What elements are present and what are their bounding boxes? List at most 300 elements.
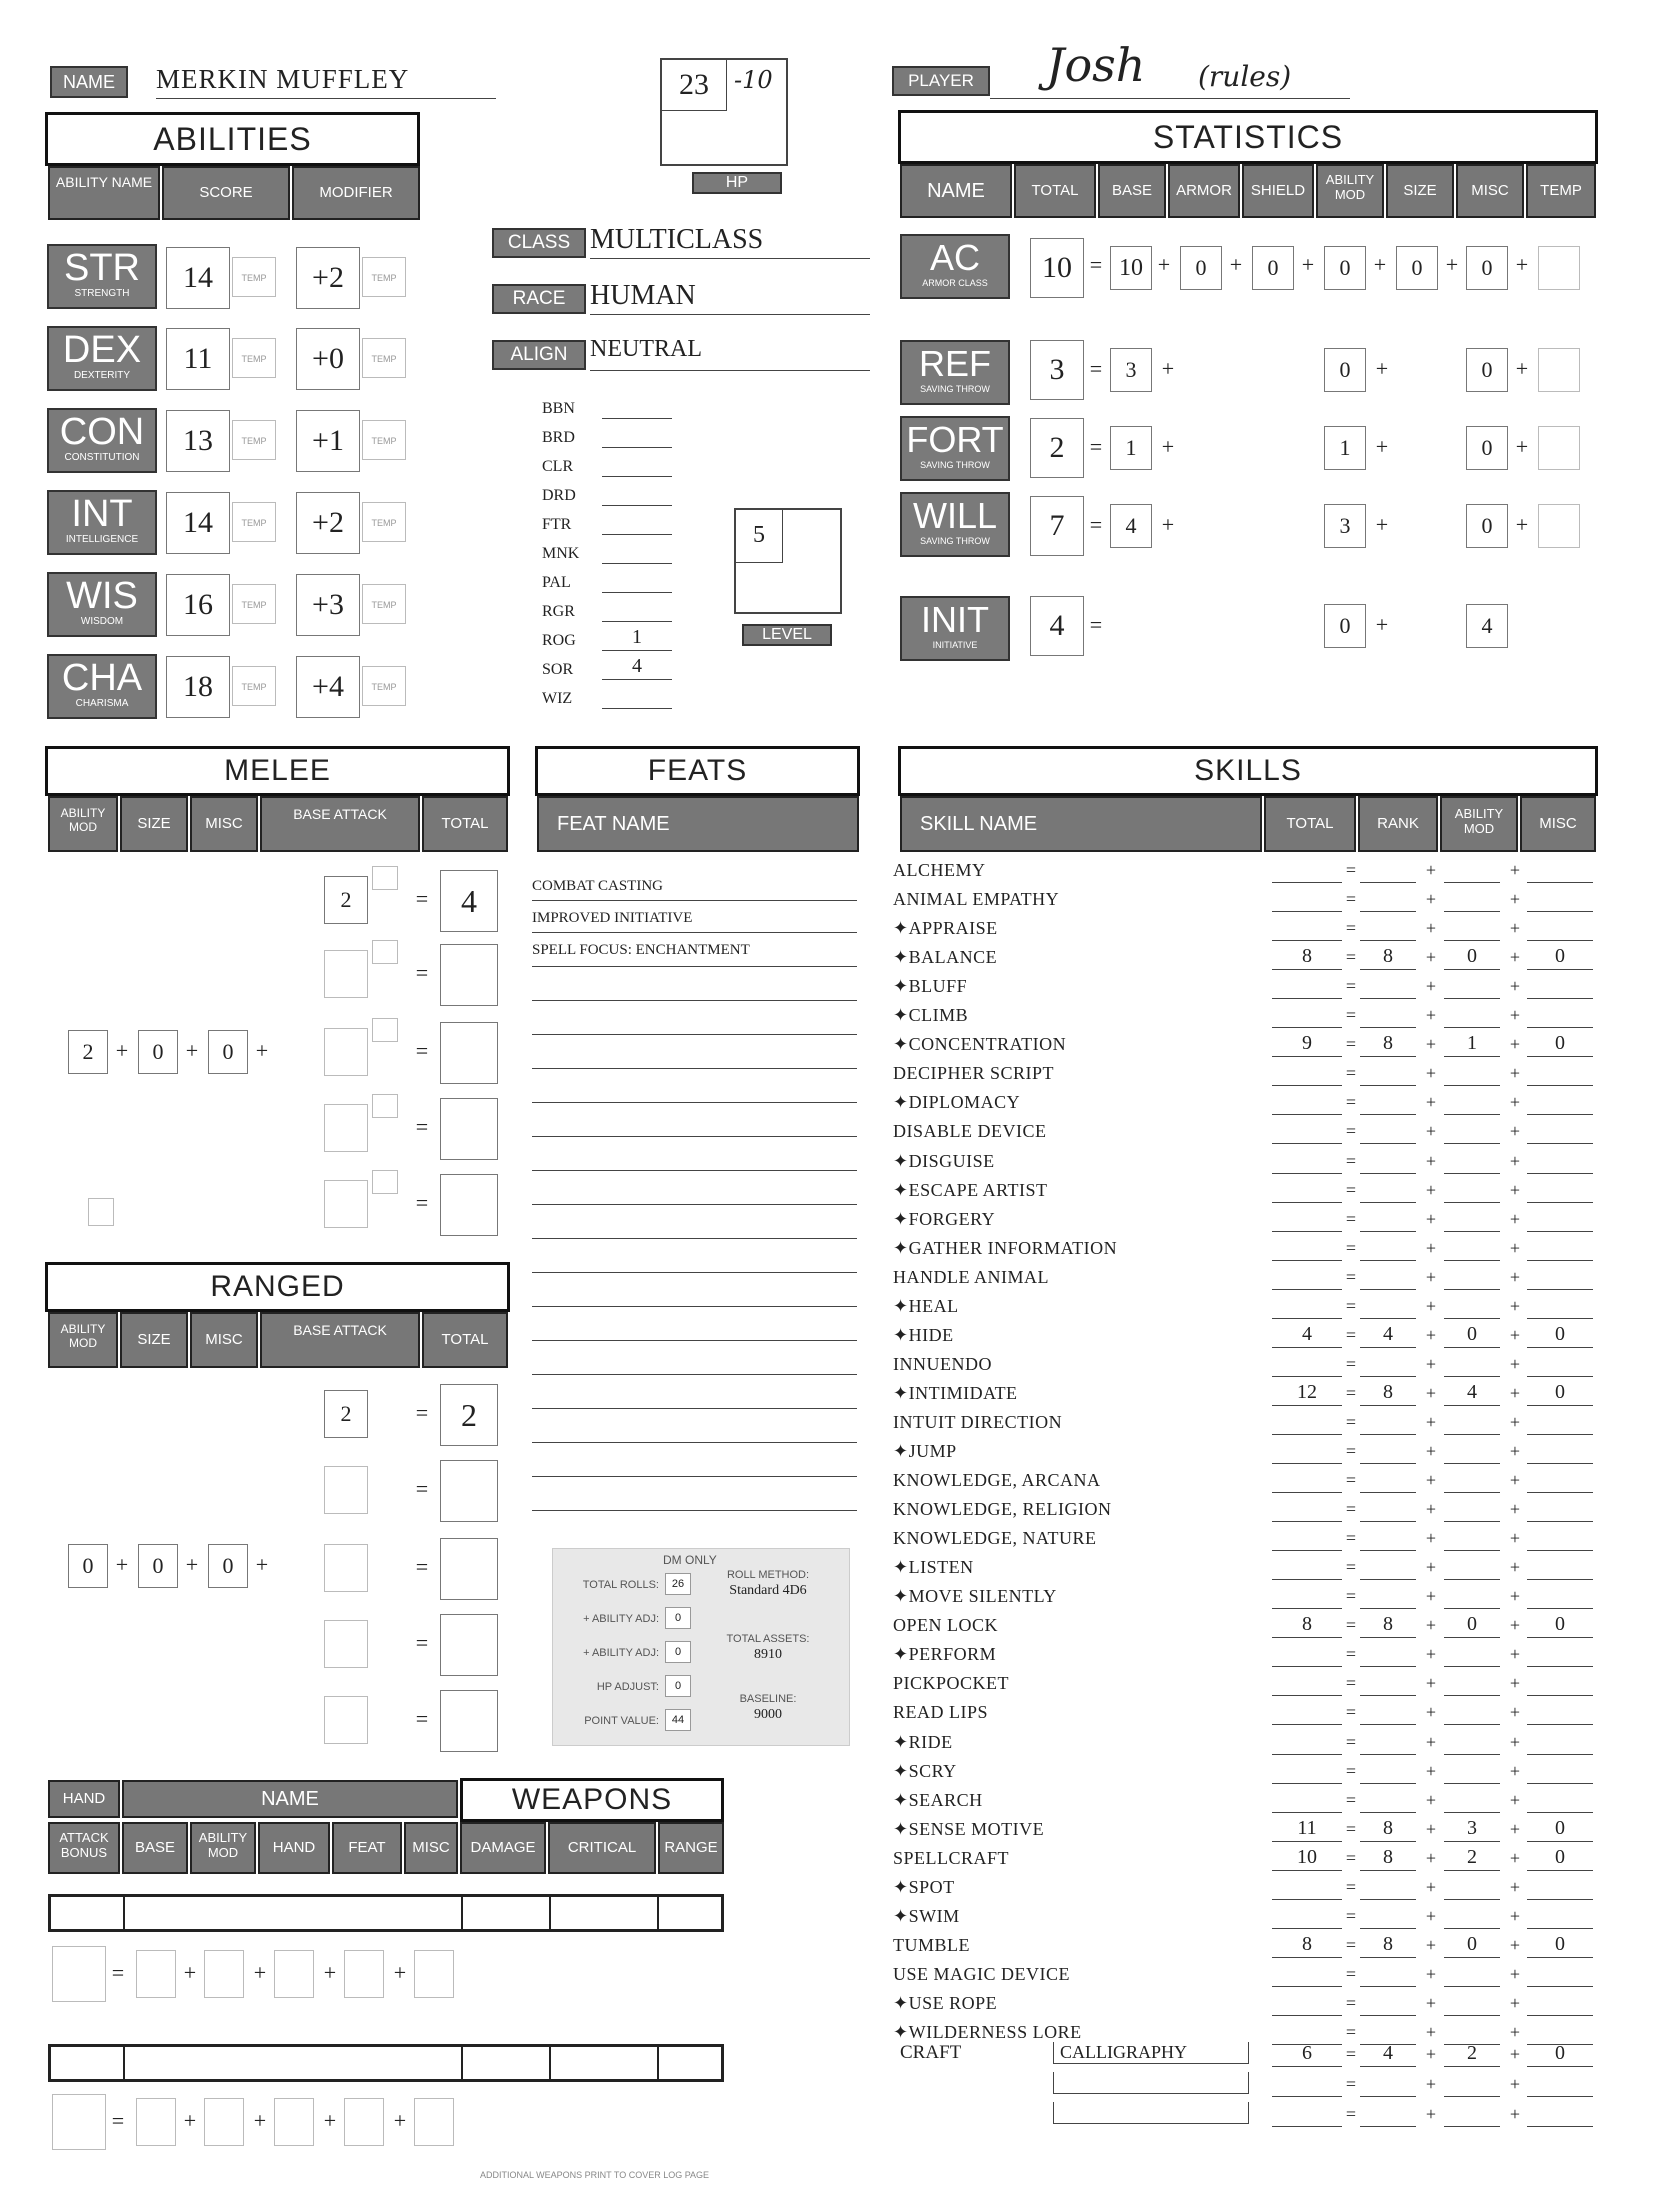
weapon-slot-2[interactable] bbox=[48, 2044, 724, 2082]
skill-misc[interactable]: 0 bbox=[1527, 1323, 1593, 1348]
skill-misc[interactable] bbox=[1527, 1497, 1593, 1522]
skill-misc[interactable]: 0 bbox=[1527, 1032, 1593, 1057]
skill-misc[interactable] bbox=[1527, 916, 1593, 941]
dex-temp-mod[interactable]: TEMP bbox=[362, 338, 406, 378]
skill-ability[interactable] bbox=[1444, 1788, 1500, 1813]
skill-ability[interactable] bbox=[1444, 1700, 1500, 1725]
skill-ability[interactable]: 1 bbox=[1444, 1032, 1500, 1057]
cls-rog-value[interactable]: 1 bbox=[602, 626, 672, 651]
fort-temp[interactable] bbox=[1538, 426, 1580, 470]
melee-total-4[interactable] bbox=[440, 1098, 498, 1160]
skill-misc[interactable] bbox=[1527, 1439, 1593, 1464]
skill-ability[interactable] bbox=[1444, 1294, 1500, 1319]
cls-bbn-value[interactable] bbox=[602, 396, 672, 419]
race-value[interactable]: HUMAN bbox=[590, 280, 870, 315]
skill-total[interactable] bbox=[1272, 1555, 1342, 1580]
skill-rank[interactable] bbox=[1360, 2072, 1416, 2097]
wis-temp-mod[interactable]: TEMP bbox=[362, 584, 406, 624]
skill-misc[interactable] bbox=[1527, 1119, 1593, 1144]
dm-ability-adj1[interactable]: 0 bbox=[665, 1607, 691, 1629]
feat-3[interactable]: SPELL FOCUS: ENCHANTMENT bbox=[532, 942, 750, 958]
skill-total[interactable] bbox=[1272, 1265, 1342, 1290]
init-misc[interactable]: 4 bbox=[1466, 604, 1508, 648]
skill-misc[interactable]: 0 bbox=[1527, 1381, 1593, 1406]
skill-total[interactable]: 8 bbox=[1272, 1933, 1342, 1958]
ac-misc[interactable]: 0 bbox=[1466, 246, 1508, 290]
weapon-2-ability[interactable] bbox=[204, 2098, 244, 2146]
dex-score[interactable]: 11 bbox=[166, 328, 230, 390]
skill-total[interactable] bbox=[1272, 1875, 1342, 1900]
skill-total[interactable] bbox=[1272, 1526, 1342, 1551]
str-temp-score[interactable]: TEMP bbox=[232, 257, 276, 297]
skill-rank[interactable] bbox=[1360, 1294, 1416, 1319]
skill-rank[interactable] bbox=[1360, 1788, 1416, 1813]
skill-misc[interactable] bbox=[1527, 1178, 1593, 1203]
melee-base-4-small[interactable] bbox=[372, 1094, 398, 1118]
melee-base-5-small[interactable] bbox=[372, 1170, 398, 1194]
skill-misc[interactable]: 0 bbox=[1527, 1846, 1593, 1871]
skill-rank[interactable] bbox=[1360, 858, 1416, 883]
fort-ability[interactable]: 1 bbox=[1324, 426, 1366, 470]
skill-rank[interactable] bbox=[1360, 2102, 1416, 2127]
skill-ability[interactable] bbox=[1444, 1875, 1500, 1900]
skill-rank[interactable] bbox=[1360, 1439, 1416, 1464]
skill-ability[interactable] bbox=[1444, 1904, 1500, 1929]
skill-total[interactable] bbox=[1272, 1700, 1342, 1725]
weapon-1-damage[interactable] bbox=[461, 1897, 551, 1929]
ranged-total-5[interactable] bbox=[440, 1690, 498, 1752]
dm-ability-adj2[interactable]: 0 bbox=[665, 1641, 691, 1663]
skill-misc[interactable]: 0 bbox=[1527, 1933, 1593, 1958]
str-mod[interactable]: +2 bbox=[296, 247, 360, 309]
int-mod[interactable]: +2 bbox=[296, 492, 360, 554]
skill-ability[interactable] bbox=[1444, 1410, 1500, 1435]
skill-total[interactable] bbox=[1272, 1788, 1342, 1813]
skill-rank[interactable] bbox=[1360, 1759, 1416, 1784]
weapon-1-feat[interactable] bbox=[344, 1950, 384, 1998]
weapon-1-hand[interactable] bbox=[51, 1897, 125, 1929]
con-mod[interactable]: +1 bbox=[296, 410, 360, 472]
skill-rank[interactable] bbox=[1360, 1671, 1416, 1696]
skill-total[interactable] bbox=[1272, 887, 1342, 912]
skill-total[interactable] bbox=[1272, 1962, 1342, 1987]
ac-base[interactable]: 10 bbox=[1110, 246, 1152, 290]
str-temp-mod[interactable]: TEMP bbox=[362, 257, 406, 297]
con-temp-score[interactable]: TEMP bbox=[232, 420, 276, 460]
skill-misc[interactable] bbox=[1527, 1294, 1593, 1319]
skill-ability[interactable] bbox=[1444, 1090, 1500, 1115]
skill-rank[interactable] bbox=[1360, 1468, 1416, 1493]
skill-misc[interactable] bbox=[1527, 1700, 1593, 1725]
will-misc[interactable]: 0 bbox=[1466, 504, 1508, 548]
skill-total[interactable] bbox=[1272, 1410, 1342, 1435]
dm-baseline[interactable]: 9000 bbox=[754, 1707, 782, 1722]
skill-rank[interactable]: 4 bbox=[1360, 1323, 1416, 1348]
melee-base-3[interactable] bbox=[324, 1028, 368, 1076]
skill-ability[interactable]: 2 bbox=[1444, 2042, 1500, 2067]
skill-misc[interactable] bbox=[1527, 1003, 1593, 1028]
skill-ability[interactable] bbox=[1444, 1671, 1500, 1696]
cls-clr-value[interactable] bbox=[602, 454, 672, 477]
will-temp[interactable] bbox=[1538, 504, 1580, 548]
ranged-total-1[interactable]: 2 bbox=[440, 1384, 498, 1446]
ac-ability[interactable]: 0 bbox=[1324, 246, 1366, 290]
cls-drd-value[interactable] bbox=[602, 483, 672, 506]
cls-pal-value[interactable] bbox=[602, 570, 672, 593]
skill-ability[interactable]: 2 bbox=[1444, 1846, 1500, 1871]
skill-misc[interactable] bbox=[1527, 1207, 1593, 1232]
skill-total[interactable] bbox=[1272, 1236, 1342, 1261]
skill-misc[interactable] bbox=[1527, 2072, 1593, 2097]
skill-rank[interactable] bbox=[1360, 1730, 1416, 1755]
skill-total[interactable] bbox=[1272, 1584, 1342, 1609]
cls-rgr-value[interactable] bbox=[602, 599, 672, 622]
weapon-1-critical[interactable] bbox=[549, 1897, 659, 1929]
skill-rank[interactable]: 8 bbox=[1360, 1032, 1416, 1057]
melee-base-2[interactable] bbox=[324, 950, 368, 998]
cls-ftr-value[interactable] bbox=[602, 512, 672, 535]
ac-total[interactable]: 10 bbox=[1030, 238, 1084, 298]
skill-total[interactable] bbox=[1272, 1642, 1342, 1667]
skill-ability[interactable]: 0 bbox=[1444, 1933, 1500, 1958]
skill-ability[interactable] bbox=[1444, 1061, 1500, 1086]
skill-ability[interactable] bbox=[1444, 858, 1500, 883]
weapon-2-critical[interactable] bbox=[549, 2047, 659, 2079]
skill-ability[interactable] bbox=[1444, 1730, 1500, 1755]
str-score[interactable]: 14 bbox=[166, 247, 230, 309]
ranged-total-2[interactable] bbox=[440, 1460, 498, 1522]
skill-ability[interactable] bbox=[1444, 2102, 1500, 2127]
dex-mod[interactable]: +0 bbox=[296, 328, 360, 390]
fort-base[interactable]: 1 bbox=[1110, 426, 1152, 470]
skill-total[interactable] bbox=[1272, 1671, 1342, 1696]
skill-rank[interactable] bbox=[1360, 1236, 1416, 1261]
skill-rank[interactable]: 8 bbox=[1360, 1381, 1416, 1406]
skill-rank[interactable] bbox=[1360, 916, 1416, 941]
skill-ability[interactable] bbox=[1444, 1207, 1500, 1232]
skill-total[interactable]: 6 bbox=[1272, 2042, 1342, 2067]
weapon-2-attack[interactable] bbox=[52, 2094, 106, 2150]
hp-box[interactable] bbox=[660, 58, 788, 166]
skill-rank[interactable] bbox=[1360, 1149, 1416, 1174]
feat-2[interactable]: IMPROVED INITIATIVE bbox=[532, 910, 693, 926]
cha-temp-score[interactable]: TEMP bbox=[232, 666, 276, 706]
skill-misc[interactable] bbox=[1527, 1584, 1593, 1609]
skill-rank[interactable] bbox=[1360, 1410, 1416, 1435]
will-base[interactable]: 4 bbox=[1110, 504, 1152, 548]
dm-roll-method[interactable]: Standard 4D6 bbox=[729, 1583, 807, 1598]
skill-ability[interactable] bbox=[1444, 1468, 1500, 1493]
skill-rank[interactable] bbox=[1360, 1090, 1416, 1115]
skill-total[interactable]: 9 bbox=[1272, 1032, 1342, 1057]
wis-mod[interactable]: +3 bbox=[296, 574, 360, 636]
dex-temp-score[interactable]: TEMP bbox=[232, 338, 276, 378]
skill-ability[interactable] bbox=[1444, 2072, 1500, 2097]
skill-total[interactable]: 4 bbox=[1272, 1323, 1342, 1348]
weapon-2-damage[interactable] bbox=[461, 2047, 551, 2079]
ref-misc[interactable]: 0 bbox=[1466, 348, 1508, 392]
ranged-size[interactable]: 0 bbox=[138, 1544, 178, 1588]
skill-rank[interactable]: 8 bbox=[1360, 1846, 1416, 1871]
skill-rank[interactable] bbox=[1360, 1904, 1416, 1929]
skill-ability[interactable] bbox=[1444, 1555, 1500, 1580]
cls-sor-value[interactable]: 4 bbox=[602, 655, 672, 680]
skill-misc[interactable] bbox=[1527, 974, 1593, 999]
skill-ability[interactable] bbox=[1444, 1149, 1500, 1174]
skill-rank[interactable] bbox=[1360, 1119, 1416, 1144]
melee-base-1-small[interactable] bbox=[372, 866, 398, 890]
skill-misc[interactable] bbox=[1527, 1642, 1593, 1667]
skill-misc[interactable] bbox=[1527, 1236, 1593, 1261]
dm-hp-adjust[interactable]: 0 bbox=[665, 1675, 691, 1697]
ranged-base-4[interactable] bbox=[324, 1620, 368, 1668]
skill-total[interactable]: 11 bbox=[1272, 1817, 1342, 1842]
skill-rank[interactable] bbox=[1360, 1003, 1416, 1028]
weapon-2-feat[interactable] bbox=[344, 2098, 384, 2146]
int-temp-score[interactable]: TEMP bbox=[232, 502, 276, 542]
cls-mnk-value[interactable] bbox=[602, 541, 672, 564]
skill-misc[interactable] bbox=[1527, 1410, 1593, 1435]
cls-brd-value[interactable] bbox=[602, 425, 672, 448]
skill-misc[interactable] bbox=[1527, 2102, 1593, 2127]
skill-total[interactable]: 12 bbox=[1272, 1381, 1342, 1406]
skill-total[interactable] bbox=[1272, 1468, 1342, 1493]
skill-rank[interactable] bbox=[1360, 1700, 1416, 1725]
skill-ability[interactable] bbox=[1444, 1265, 1500, 1290]
skill-rank[interactable] bbox=[1360, 1526, 1416, 1551]
skill-misc[interactable] bbox=[1527, 1061, 1593, 1086]
will-total[interactable]: 7 bbox=[1030, 496, 1084, 556]
melee-misc[interactable]: 0 bbox=[208, 1030, 248, 1074]
skill-total[interactable] bbox=[1272, 1061, 1342, 1086]
skill-misc[interactable] bbox=[1527, 1730, 1593, 1755]
skill-ability[interactable] bbox=[1444, 1759, 1500, 1784]
skill-misc[interactable] bbox=[1527, 1352, 1593, 1377]
skill-misc[interactable]: 0 bbox=[1527, 2042, 1593, 2067]
skill-ability[interactable]: 0 bbox=[1444, 1323, 1500, 1348]
skill-rank[interactable]: 8 bbox=[1360, 1933, 1416, 1958]
melee-base-1[interactable]: 2 bbox=[324, 876, 368, 924]
skill-ability[interactable] bbox=[1444, 974, 1500, 999]
skill-misc[interactable] bbox=[1527, 858, 1593, 883]
melee-base-3-small[interactable] bbox=[372, 1018, 398, 1042]
melee-total-1[interactable]: 4 bbox=[440, 870, 498, 932]
skill-misc[interactable] bbox=[1527, 1555, 1593, 1580]
ref-ability[interactable]: 0 bbox=[1324, 348, 1366, 392]
skill-rank[interactable]: 8 bbox=[1360, 1613, 1416, 1638]
skill-misc[interactable] bbox=[1527, 1090, 1593, 1115]
ranged-ability[interactable]: 0 bbox=[68, 1544, 108, 1588]
skill-rank[interactable] bbox=[1360, 974, 1416, 999]
cha-temp-mod[interactable]: TEMP bbox=[362, 666, 406, 706]
skill-ability[interactable] bbox=[1444, 887, 1500, 912]
skill-misc[interactable] bbox=[1527, 1962, 1593, 1987]
skill-total[interactable]: 8 bbox=[1272, 1613, 1342, 1638]
skill-ability[interactable] bbox=[1444, 1003, 1500, 1028]
skill-rank[interactable] bbox=[1360, 1207, 1416, 1232]
ac-armor[interactable]: 0 bbox=[1180, 246, 1222, 290]
ranged-total-3[interactable] bbox=[440, 1538, 498, 1600]
ranged-base-1[interactable]: 2 bbox=[324, 1390, 368, 1438]
skill-ability[interactable] bbox=[1444, 1584, 1500, 1609]
fort-misc[interactable]: 0 bbox=[1466, 426, 1508, 470]
melee-base-5[interactable] bbox=[324, 1180, 368, 1228]
level-box[interactable] bbox=[734, 508, 842, 614]
skill-misc[interactable] bbox=[1527, 1671, 1593, 1696]
skill-ability[interactable]: 3 bbox=[1444, 1817, 1500, 1842]
weapon-slot-1[interactable] bbox=[48, 1894, 724, 1932]
skill-rank[interactable] bbox=[1360, 1352, 1416, 1377]
skill-ability[interactable] bbox=[1444, 1178, 1500, 1203]
skill-misc[interactable]: 0 bbox=[1527, 945, 1593, 970]
align-value[interactable]: NEUTRAL bbox=[590, 336, 870, 371]
skill-rank[interactable]: 8 bbox=[1360, 1817, 1416, 1842]
dm-total-assets[interactable]: 8910 bbox=[754, 1647, 782, 1662]
melee-total-2[interactable] bbox=[440, 944, 498, 1006]
craft-specialty[interactable] bbox=[1053, 2072, 1249, 2094]
skill-total[interactable] bbox=[1272, 1090, 1342, 1115]
melee-checkbox[interactable] bbox=[88, 1198, 114, 1226]
feat-1[interactable]: COMBAT CASTING bbox=[532, 878, 663, 894]
craft-specialty[interactable] bbox=[1053, 2102, 1249, 2124]
weapon-2-hand[interactable] bbox=[51, 2047, 125, 2079]
init-ability[interactable]: 0 bbox=[1324, 604, 1366, 648]
fort-total[interactable]: 2 bbox=[1030, 418, 1084, 478]
skill-ability[interactable]: 4 bbox=[1444, 1381, 1500, 1406]
skill-rank[interactable] bbox=[1360, 887, 1416, 912]
ranged-total-4[interactable] bbox=[440, 1614, 498, 1676]
weapon-1-base[interactable] bbox=[136, 1950, 176, 1998]
dm-total-rolls[interactable]: 26 bbox=[665, 1573, 691, 1595]
weapon-1-attack[interactable] bbox=[52, 1946, 106, 2002]
int-score[interactable]: 14 bbox=[166, 492, 230, 554]
skill-total[interactable] bbox=[1272, 1003, 1342, 1028]
skill-rank[interactable]: 8 bbox=[1360, 945, 1416, 970]
ac-temp[interactable] bbox=[1538, 246, 1580, 290]
skill-rank[interactable] bbox=[1360, 1875, 1416, 1900]
skill-misc[interactable]: 0 bbox=[1527, 1613, 1593, 1638]
cls-wiz-value[interactable] bbox=[602, 686, 672, 709]
skill-misc[interactable] bbox=[1527, 1875, 1593, 1900]
skill-rank[interactable] bbox=[1360, 1555, 1416, 1580]
skill-misc[interactable] bbox=[1527, 1788, 1593, 1813]
skill-misc[interactable]: 0 bbox=[1527, 1817, 1593, 1842]
ref-temp[interactable] bbox=[1538, 348, 1580, 392]
melee-ability[interactable]: 2 bbox=[68, 1030, 108, 1074]
wis-temp-score[interactable]: TEMP bbox=[232, 584, 276, 624]
weapon-2-handmod[interactable] bbox=[274, 2098, 314, 2146]
skill-total[interactable]: 10 bbox=[1272, 1846, 1342, 1871]
skill-total[interactable] bbox=[1272, 2102, 1342, 2127]
skill-total[interactable] bbox=[1272, 1497, 1342, 1522]
skill-rank[interactable] bbox=[1360, 1991, 1416, 2016]
init-total[interactable]: 4 bbox=[1030, 596, 1084, 656]
melee-size[interactable]: 0 bbox=[138, 1030, 178, 1074]
skill-misc[interactable] bbox=[1527, 1526, 1593, 1551]
skill-total[interactable] bbox=[1272, 974, 1342, 999]
skill-misc[interactable] bbox=[1527, 1149, 1593, 1174]
skill-total[interactable] bbox=[1272, 916, 1342, 941]
skill-ability[interactable] bbox=[1444, 1236, 1500, 1261]
ranged-base-5[interactable] bbox=[324, 1696, 368, 1744]
skill-total[interactable] bbox=[1272, 2072, 1342, 2097]
skill-rank[interactable] bbox=[1360, 1962, 1416, 1987]
skill-misc[interactable] bbox=[1527, 1468, 1593, 1493]
melee-base-2-small[interactable] bbox=[372, 940, 398, 964]
skill-ability[interactable] bbox=[1444, 1962, 1500, 1987]
weapon-2-misc[interactable] bbox=[414, 2098, 454, 2146]
ref-total[interactable]: 3 bbox=[1030, 340, 1084, 400]
skill-ability[interactable] bbox=[1444, 1352, 1500, 1377]
skill-ability[interactable] bbox=[1444, 1119, 1500, 1144]
skill-ability[interactable] bbox=[1444, 1642, 1500, 1667]
melee-total-5[interactable] bbox=[440, 1174, 498, 1236]
dm-point-value[interactable]: 44 bbox=[665, 1709, 691, 1731]
skill-rank[interactable] bbox=[1360, 1642, 1416, 1667]
skill-rank[interactable] bbox=[1360, 1497, 1416, 1522]
skill-rank[interactable] bbox=[1360, 1584, 1416, 1609]
player-field[interactable] bbox=[990, 38, 1350, 99]
character-name[interactable]: MERKIN MUFFLEY bbox=[156, 64, 496, 99]
skill-ability[interactable]: 0 bbox=[1444, 945, 1500, 970]
skill-total[interactable]: 8 bbox=[1272, 945, 1342, 970]
skill-total[interactable] bbox=[1272, 1207, 1342, 1232]
skill-total[interactable] bbox=[1272, 1991, 1342, 2016]
skill-total[interactable] bbox=[1272, 1119, 1342, 1144]
skill-total[interactable] bbox=[1272, 1759, 1342, 1784]
will-ability[interactable]: 3 bbox=[1324, 504, 1366, 548]
con-score[interactable]: 13 bbox=[166, 410, 230, 472]
skill-ability[interactable] bbox=[1444, 1497, 1500, 1522]
weapon-2-base[interactable] bbox=[136, 2098, 176, 2146]
skill-rank[interactable] bbox=[1360, 1061, 1416, 1086]
skill-rank[interactable] bbox=[1360, 1178, 1416, 1203]
skill-misc[interactable] bbox=[1527, 1759, 1593, 1784]
skill-ability[interactable] bbox=[1444, 916, 1500, 941]
melee-total-3[interactable] bbox=[440, 1022, 498, 1084]
weapon-1-handmod[interactable] bbox=[274, 1950, 314, 1998]
melee-base-4[interactable] bbox=[324, 1104, 368, 1152]
cha-score[interactable]: 18 bbox=[166, 656, 230, 718]
skill-misc[interactable] bbox=[1527, 1991, 1593, 2016]
ranged-misc[interactable]: 0 bbox=[208, 1544, 248, 1588]
skill-ability[interactable] bbox=[1444, 1439, 1500, 1464]
skill-ability[interactable] bbox=[1444, 1526, 1500, 1551]
skill-total[interactable] bbox=[1272, 858, 1342, 883]
con-temp-mod[interactable]: TEMP bbox=[362, 420, 406, 460]
skill-ability[interactable]: 0 bbox=[1444, 1613, 1500, 1638]
weapon-1-ability[interactable] bbox=[204, 1950, 244, 1998]
skill-total[interactable] bbox=[1272, 1149, 1342, 1174]
skill-misc[interactable] bbox=[1527, 1904, 1593, 1929]
skill-total[interactable] bbox=[1272, 1178, 1342, 1203]
wis-score[interactable]: 16 bbox=[166, 574, 230, 636]
skill-misc[interactable] bbox=[1527, 887, 1593, 912]
skill-total[interactable] bbox=[1272, 1730, 1342, 1755]
ac-shield[interactable]: 0 bbox=[1252, 246, 1294, 290]
skill-total[interactable] bbox=[1272, 1904, 1342, 1929]
skill-total[interactable] bbox=[1272, 1439, 1342, 1464]
skill-total[interactable] bbox=[1272, 1294, 1342, 1319]
class-value[interactable]: MULTICLASS bbox=[590, 224, 870, 259]
weapon-1-misc[interactable] bbox=[414, 1950, 454, 1998]
skill-misc[interactable] bbox=[1527, 1265, 1593, 1290]
ac-size[interactable]: 0 bbox=[1396, 246, 1438, 290]
skill-rank[interactable] bbox=[1360, 1265, 1416, 1290]
ranged-base-2[interactable] bbox=[324, 1466, 368, 1514]
ranged-base-3[interactable] bbox=[324, 1544, 368, 1592]
ref-base[interactable]: 3 bbox=[1110, 348, 1152, 392]
